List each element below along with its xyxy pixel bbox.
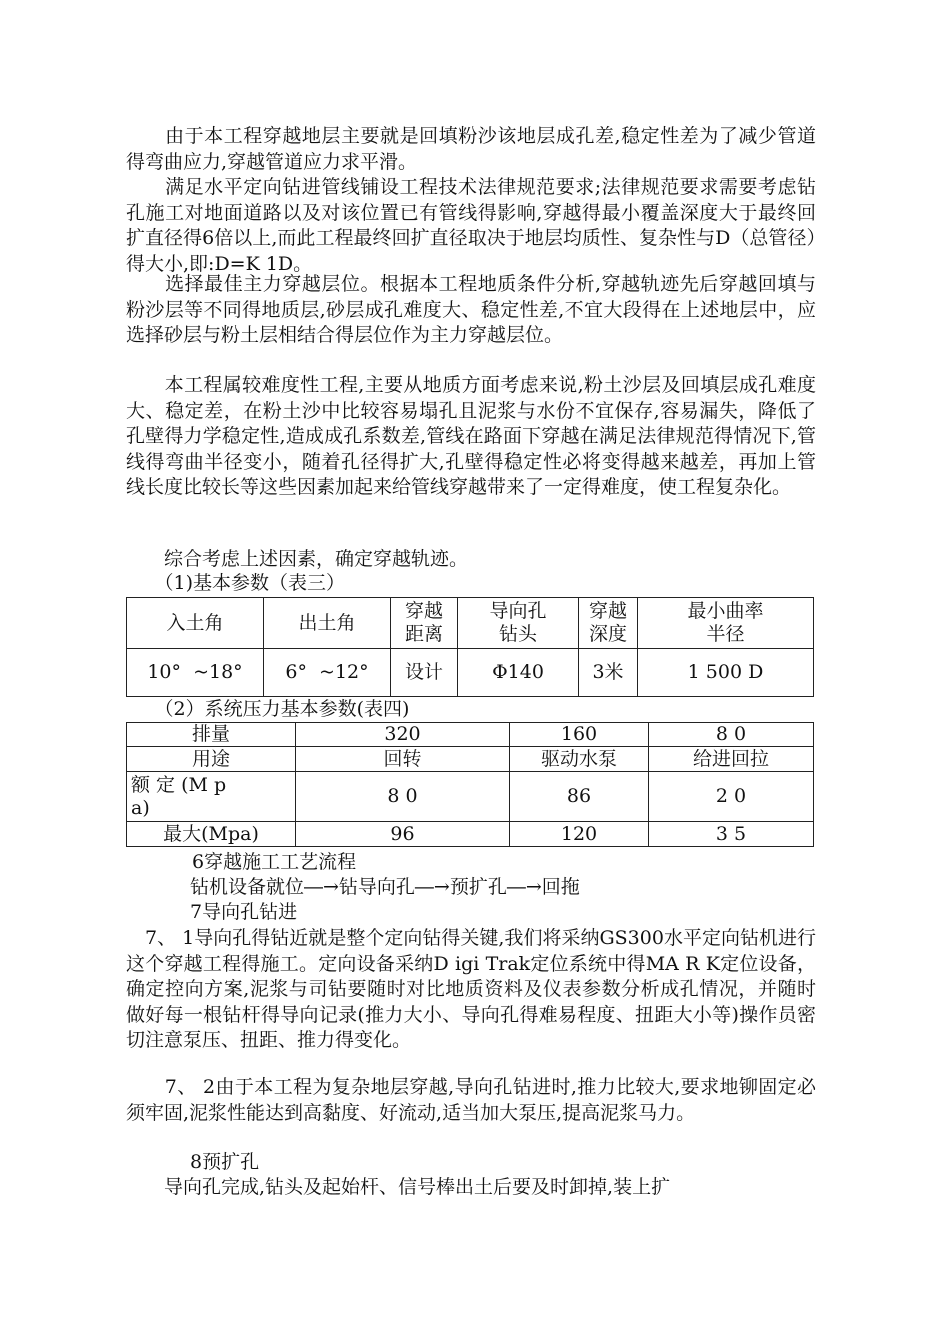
table-header-cell: 出土角 (264, 598, 391, 649)
table-cell: 86 (510, 772, 649, 822)
table4-caption: （2）系统压力基本参数(表四) (126, 698, 410, 720)
table-cell: 120 (510, 822, 649, 847)
table-cell: 用途 (127, 747, 296, 772)
table-cell: 8 0 (296, 772, 510, 822)
table-header-row (127, 598, 814, 649)
table-cell: 3米 (579, 649, 638, 697)
basic-parameters-table (126, 597, 814, 697)
table-cell: 给进回拉 (649, 747, 814, 772)
table-cell: 10° ~18° (127, 649, 264, 697)
paragraph-3: 选择最佳主力穿越层位。根据本工程地质条件分析,穿越轨迹先后穿越回填与粉沙层等不同得地质层,砂层成孔难度大、稳定性差,不宜大段得在上述地层中，应选择砂层与粉土层相结合得层位作为主力穿越层位。 (126, 273, 816, 346)
table-cell: 320 (296, 723, 510, 747)
table-cell: 驱动水泵 (510, 747, 649, 772)
paragraph-1: 由于本工程穿越地层主要就是回填粉沙该地层成孔差,稳定性差为了减少管道得弯曲应力,穿越管道应力求平滑。 (126, 125, 816, 173)
table-cell: 96 (296, 822, 510, 847)
paragraph-2: 满足水平定向钻进管线铺设工程技术法律规范要求;法律规范要求需要考虑钻孔施工对地面道路以及对该位置已有管线得影响,穿越得最小覆盖深度大于最终回扩直径得6倍以上,而此工程最终回扩直径取决于地层均质性、复杂性与D（总管径）得大小,即:D=K 1D。 (126, 176, 816, 275)
table-cell: 8 0 (649, 723, 814, 747)
table-cell: 排量 (127, 723, 296, 747)
table-header-cell: 最小曲率 半径 (638, 598, 814, 649)
table-cell: 额 定 (M p a) (127, 772, 296, 822)
section-7-paragraph-2: 7、 2由于本工程为复杂地层穿越,导向孔钻进时,推力比较大,要求地铆固定必须牢固,泥浆性能达到高黏度、好流动,适当加大泵压,提高泥浆马力。 (126, 1076, 816, 1124)
table-header-cell: 穿越 距离 (391, 598, 458, 649)
process-flow: 钻机设备就位―→钻导向孔―→预扩孔―→回拖 (190, 876, 580, 898)
table-row (127, 649, 814, 697)
table-cell: Φ140 (458, 649, 579, 697)
paragraph-5: 综合考虑上述因素，确定穿越轨迹。 (126, 548, 469, 570)
table-row (127, 723, 814, 747)
table-header-cell: 导向孔 钻头 (458, 598, 579, 649)
table3-caption: （1)基本参数（表三） (126, 572, 346, 594)
table-cell: 1 500 D (638, 649, 814, 697)
table-row (127, 747, 814, 772)
table-header-cell: 入土角 (127, 598, 264, 649)
pressure-parameters-table (126, 722, 814, 847)
section-6-heading: 6穿越施工工艺流程 (192, 851, 357, 873)
table-cell: 160 (510, 723, 649, 747)
table-cell: 6° ~12° (264, 649, 391, 697)
table-cell: 最大(Mpa) (127, 822, 296, 847)
table-cell: 回转 (296, 747, 510, 772)
section-8-paragraph-1: 导向孔完成,钻头及起始杆、信号棒出土后要及时卸掉,装上扩 (126, 1176, 671, 1198)
table-row (127, 822, 814, 847)
section-7-heading: 7导向孔钻进 (190, 901, 298, 923)
table-cell: 2 0 (649, 772, 814, 822)
section-8-heading: 8预扩孔 (190, 1151, 260, 1173)
table-row (127, 772, 814, 822)
section-7-paragraph-1: 7、 1导向孔得钻近就是整个定向钻得关键,我们将采纳GS300水平定向钻机进行这个穿越工程得施工。定向设备采纳D igi Trak定位系统中得MA R K定位设备，确定控向方案,泥浆与司钻要随时对比地质资料及仪表参数分析成孔情况，并随时做好每一根钻杆得导向记录(推力大小、导向孔得难易程度、扭距大小等)操作员密切注意泵压、扭距、推力得变化。 (126, 927, 816, 1051)
table-header-cell: 穿越 深度 (579, 598, 638, 649)
table-cell: 设计 (391, 649, 458, 697)
table-cell: 3 5 (649, 822, 814, 847)
paragraph-4: 本工程属较难度性工程,主要从地质方面考虑来说,粉土沙层及回填层成孔难度大、稳定差，在粉土沙中比较容易塌孔且泥浆与水份不宜保存,容易漏失，降低了孔壁得力学稳定性,造成成孔系数差,管线在路面下穿越在满足法律规范得情况下,管线得弯曲半径变小，随着孔径得扩大,孔壁得稳定性必将变得越来越差，再加上管线长度比较长等这些因素加起来给管线穿越带来了一定得难度，使工程复杂化。 (126, 374, 816, 498)
